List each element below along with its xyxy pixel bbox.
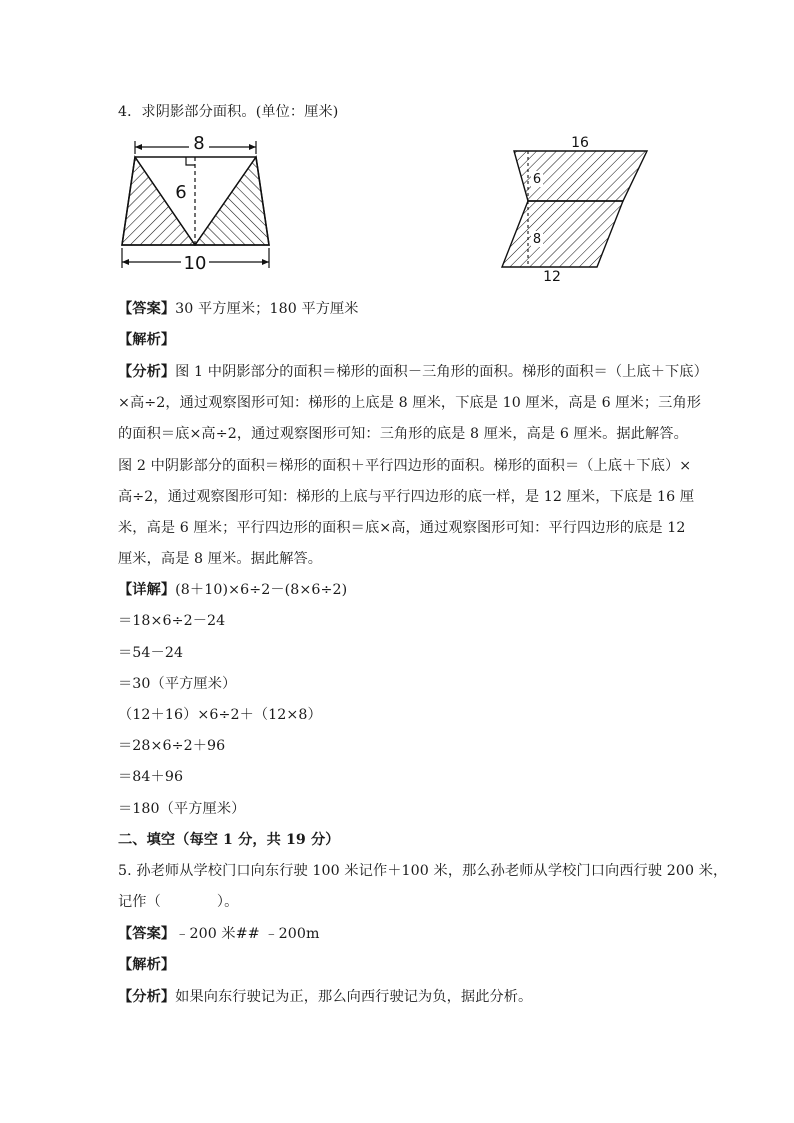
fig1-bottom-label: 10 bbox=[183, 253, 207, 274]
q4-analysis-line-3: 的面积＝底×高÷2，通过观察图形可知：三角形的底是 8 厘米，高是 6 厘米。据此解答。 bbox=[118, 426, 688, 442]
q4-detail-line bbox=[118, 580, 347, 600]
q4-analysis-line-5: 高÷2，通过观察图形可知：梯形的上底与平行四边形的底一样，是 12 厘米，下底是 16 厘 bbox=[118, 489, 695, 505]
q5-analysis: 如果向东行驶记为正，那么向西行驶记为负，据此分析。 bbox=[175, 989, 533, 1005]
answer-tag: 【答案】 bbox=[118, 926, 176, 942]
detail-tag: 【详解】 bbox=[118, 582, 176, 598]
q4-jiexi: 【解析】 bbox=[118, 332, 176, 348]
fig2-bottom-label: 12 bbox=[543, 269, 561, 285]
calc-step: ＝18×6÷2－24 bbox=[118, 613, 226, 629]
q4-analysis-line-7: 厘米，高是 8 厘米。据此解答。 bbox=[118, 551, 323, 567]
q4-analysis-line-4: 图 2 中阴影部分的面积＝梯形的面积＋平行四边形的面积。梯形的面积＝（上底＋下底）× bbox=[118, 458, 692, 474]
calc-step: ＝84＋96 bbox=[118, 769, 184, 785]
figure-2-composite bbox=[498, 130, 658, 288]
q5-text-line-2 bbox=[118, 892, 238, 912]
q5-answer: ﹣200 米## ﹣200m bbox=[175, 926, 320, 942]
q5-answer-line bbox=[118, 924, 320, 944]
q5-text-line-1: 5. 孙老师从学校门口向东行驶 100 米记作＋100 米，那么孙老师从学校门口向西行驶 200 米， bbox=[118, 863, 728, 879]
q5-jiexi: 【解析】 bbox=[118, 957, 176, 973]
q4-answer: 30 平方厘米；180 平方厘米 bbox=[175, 301, 359, 317]
q5-prefix: 记作（ bbox=[118, 894, 161, 910]
analysis-tag: 【分析】 bbox=[118, 364, 176, 380]
calc-step: ＝180（平方厘米） bbox=[118, 801, 246, 817]
calc-step: ＝54－24 bbox=[118, 645, 184, 661]
analysis-text: 图 1 中阴影部分的面积＝梯形的面积－三角形的面积。梯形的面积＝（上底＋下底） bbox=[175, 364, 708, 380]
analysis-tag: 【分析】 bbox=[118, 989, 176, 1005]
detail-first-step: (8＋10)×6÷2－(8×6÷2) bbox=[175, 582, 348, 598]
fig1-top-label: 8 bbox=[193, 133, 205, 154]
section-2-heading: 二、填空（每空 1 分，共 19 分） bbox=[118, 832, 340, 848]
fig1-height-label: 6 bbox=[175, 182, 187, 203]
fig2-top-label: 16 bbox=[571, 135, 589, 151]
figure-1-trapezoid bbox=[118, 128, 278, 273]
q5-analysis-line bbox=[118, 987, 532, 1007]
calc-step: ＝28×6÷2＋96 bbox=[118, 738, 226, 754]
q4-analysis-line-6: 米，高是 6 厘米；平行四边形的面积＝底×高，通过观察图形可知：平行四边形的底是 12 bbox=[118, 520, 686, 536]
q4-answer-line bbox=[118, 299, 359, 319]
q4-analysis-line-2: ×高÷2，通过观察图形可知：梯形的上底是 8 厘米，下底是 10 厘米，高是 6 厘米；三角形 bbox=[118, 395, 702, 411]
calc-step: （12＋16）×6÷2＋（12×8） bbox=[118, 707, 322, 723]
fig2-h1-label: 6 bbox=[532, 172, 542, 187]
q4-title: 4．求阴影部分面积。(单位：厘米) bbox=[118, 104, 339, 120]
q5-suffix: ）。 bbox=[216, 894, 239, 910]
answer-tag: 【答案】 bbox=[118, 301, 176, 317]
q4-analysis-line-1 bbox=[118, 362, 708, 382]
calc-step: ＝30（平方厘米） bbox=[118, 676, 237, 692]
fig2-h2-label: 8 bbox=[532, 232, 542, 247]
